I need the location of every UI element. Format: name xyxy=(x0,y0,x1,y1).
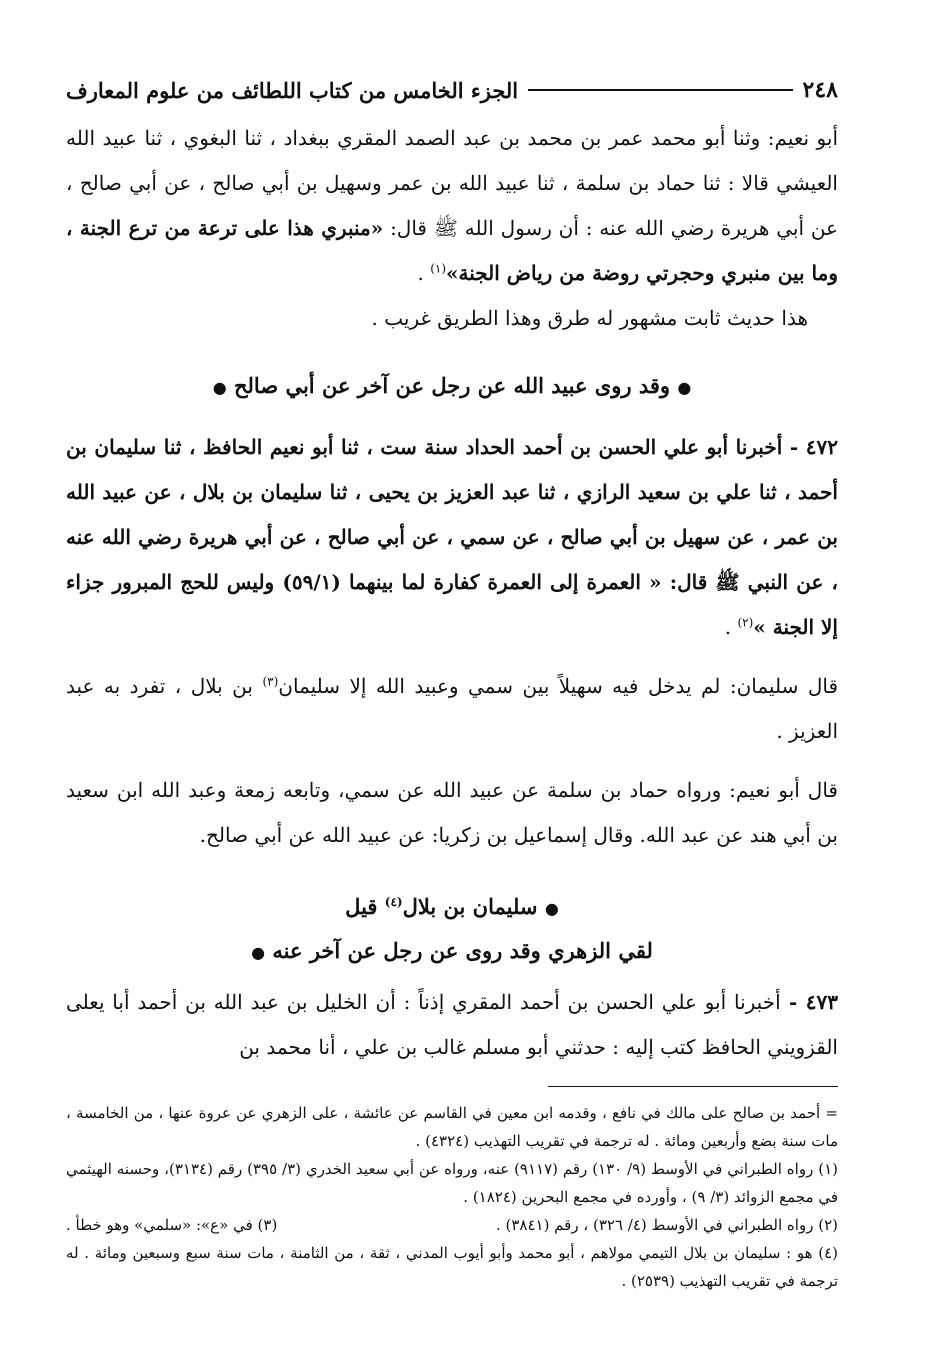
section-heading-3 xyxy=(66,930,838,974)
paragraph-2: هذا حديث ثابت مشهور له طرق وهذا الطريق غريب . xyxy=(371,306,808,330)
bullet-icon: ● xyxy=(251,943,266,962)
running-title: الجزء الخامس من كتاب اللطائف من علوم المعارف xyxy=(66,77,519,103)
hadith-text-2: « العمرة إلى العمرة كفارة لما بينهما (٥٩/١) وليس للحج المبرور جزاء إلا الجنة » xyxy=(66,570,838,639)
footnote-ref-2: (٢) xyxy=(737,615,754,630)
header-rule xyxy=(528,89,792,91)
paragraph-5: قال أبو نعيم: ورواه حماد بن سلمة عن عبيد الله عن سمي، وتابعه زمعة وعبد الله ابن سعيد بن أبي هند عن عبد الله. وقال إسماعيل بن زكريا: عن عبيد الله عن أبي صالح. xyxy=(66,778,838,847)
entry-473-text: أخبرنا أبو علي الحسن بن أحمد المقري إذناً : أن الخليل بن عبد الله بن أحمد أبا يعلى القزويني الحافظ كتب إليه : حدثني أبو مسلم غالب بن علي ، أنا محمد بن xyxy=(66,990,838,1059)
hadith-entry-472 xyxy=(66,425,838,650)
hadith-text-1: «منبري هذا على ترعة من ترع الجنة ، وما بين منبري وحجرتي روضة من رياض الجنة» xyxy=(66,216,838,285)
bullet-icon: ● xyxy=(544,899,559,918)
entry-472-end: . xyxy=(724,615,738,639)
footnote-4: (٤) هو : سليمان بن بلال التيمي مولاهم ، أبو محمد وأبو أيوب المدني ، ثقة ، من الثامنة ، مات سنة سبع وسبعين ومائة . له ترجمة في تقريب التهذيب (٢٥٣٩) . xyxy=(66,1244,838,1290)
paragraph-1-text: أبو نعيم: وثنا أبو محمد عمر بن محمد بن عبد الصمد المقري ببغداد ، ثنا البغوي ، ثنا عبيد الله العيشي قالا : ثنا حماد بن سلمة ، ثنا عبيد الله بن عمر وسهيل بن أبي صالح ، عن أبي صالح ، عن أبي هريرة رضي الله عنه : أن رسول الله ﷺ قال: xyxy=(66,126,838,240)
footnote-1: (١) رواه الطبراني في الأوسط (٩/ ١٣٠) رقم (٩١١٧) عنه، ورواه عن أبي سعيد الخدري (٣/ ٣٩٥) رقم (٣١٣٤)، وحسنه الهيثمي في مجمع الزوائد (٣/ ٩) ، وأورده في مجمع البحرين (١٨٢٤) . xyxy=(66,1160,838,1206)
footnotes xyxy=(66,1099,838,1295)
section-heading-2-text: سليمان بن بلال xyxy=(402,894,538,919)
footnote-continued: = أحمد بن صالح على مالك في نافع ، وقدمه ابن معين في القاسم عن عائشة ، على الزهري عن عروة عنها ، من الخامسة ، مات سنة بضع وأربعين ومائة . له ترجمة في تقريب التهذيب (٤٣٢٤) . xyxy=(66,1104,838,1150)
section-heading-2 xyxy=(66,886,838,930)
paragraph-4-end: بن بلال ، تفرد به عبد العزيز . xyxy=(66,674,838,743)
hadith-entry-473 xyxy=(66,980,838,1070)
section-heading-1 xyxy=(66,365,838,409)
footnote-2: (٢) رواه الطبراني في الأوسط (٤/ ٣٢٦) ، رقم (٣٨٤١) . xyxy=(495,1216,838,1234)
running-header xyxy=(66,70,838,110)
entry-number-473: ٤٧٣ - xyxy=(780,990,838,1014)
footnote-ref-4: (٤) xyxy=(384,895,403,909)
entry-472-lead: أخبرنا أبو علي الحسن بن أحمد الحداد سنة ست ، ثنا أبو نعيم الحافظ ، ثنا سليمان بن أحمد ، ثنا علي بن سعيد الرازي ، ثنا عبد العزيز بن يحيى ، ثنا سليمان بن بلال ، عن عبيد الله بن عمر ، عن سهيل بن أبي صالح ، عن سمي ، عن أبي صالح ، عن أبي هريرة رضي الله عنه ، عن النبي ﷺ قال: xyxy=(66,435,839,594)
book-page xyxy=(66,70,838,1295)
entry-number-472: ٤٧٢ - xyxy=(782,435,838,459)
footnote-ref-3: (٣) xyxy=(262,674,279,689)
paragraph-1 xyxy=(66,116,838,296)
section-heading-2-suffix: قيل xyxy=(345,894,385,919)
section-heading-3-text: لقي الزهري وقد روى عن رجل عن آخر عنه xyxy=(272,938,653,963)
paragraph-1-end: . xyxy=(417,261,431,285)
footnote-ref-1: (١) xyxy=(430,261,447,276)
footnote-3: (٣) في «ع»: «سلمي» وهو خطأ . xyxy=(66,1216,278,1234)
bullet-icon: ● xyxy=(212,378,227,397)
paragraph-4-text: قال سليمان: لم يدخل فيه سهيلاً بين سمي وعبيد الله إلا سليمان xyxy=(278,674,839,698)
paragraph-4 xyxy=(66,664,838,754)
section-heading-1-text: وقد روى عبيد الله عن رجل عن آخر عن أبي صالح xyxy=(233,373,671,398)
footnote-separator xyxy=(548,1086,838,1087)
footnote-row-2-3 xyxy=(66,1211,838,1239)
page-number: ٢٤٨ xyxy=(802,77,838,103)
bullet-icon: ● xyxy=(677,378,692,397)
